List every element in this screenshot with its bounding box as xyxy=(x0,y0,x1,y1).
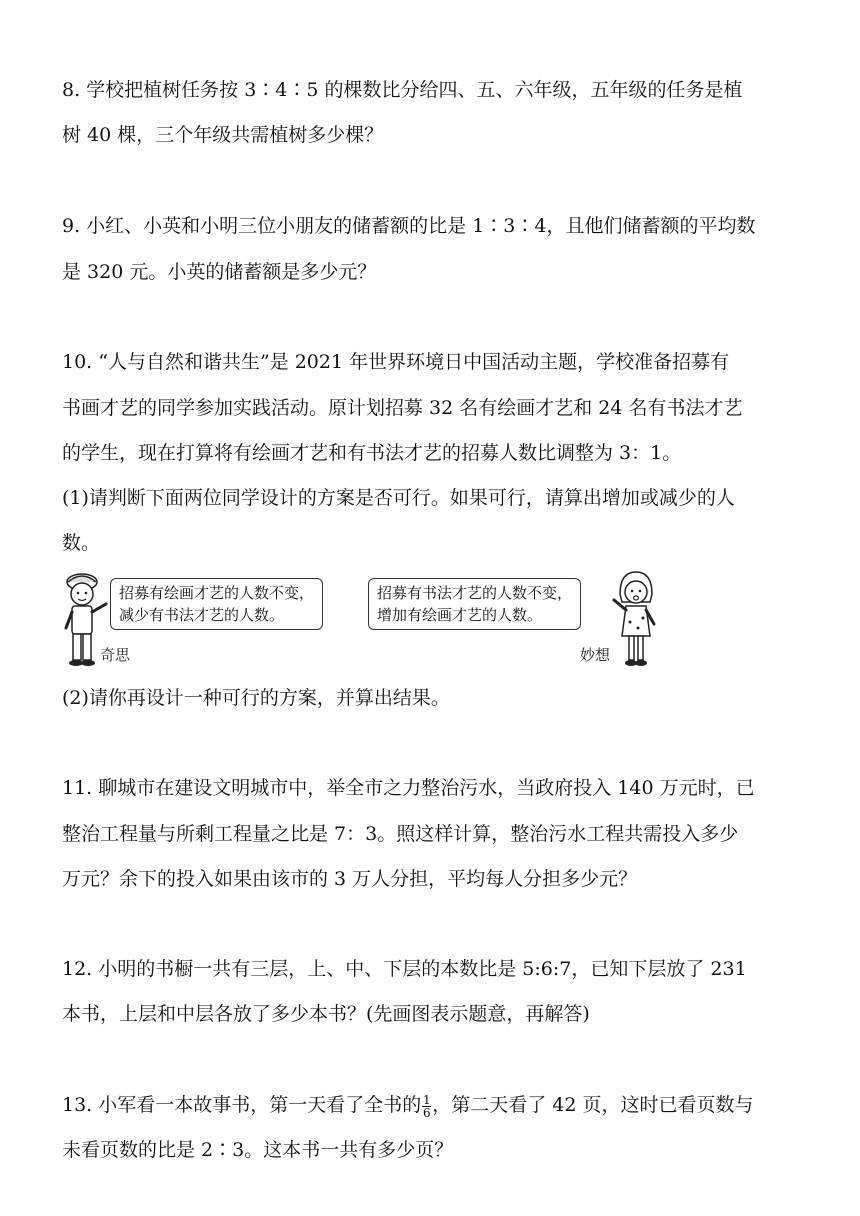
left-character-name: 奇思 xyxy=(100,646,131,664)
q13-line-2: 未看页数的比是 2∶3。这本书一共有多少页？ xyxy=(62,1139,454,1161)
right-bubble-line-1: 招募有书法才艺的人数不变， xyxy=(377,584,573,602)
q11-line-2: 整治工程量与所剩工程量之比是 7：3。照这样计算，整治污水工程共需投入多少 xyxy=(62,823,739,845)
q11-line-3: 万元？余下的投入如果由该市的 3 万人分担，平均每人分担多少元？ xyxy=(62,868,638,890)
right-bubble-line-2: 增加有绘画才艺的人数。 xyxy=(377,606,543,624)
fraction-one-sixth xyxy=(422,1094,431,1119)
left-bubble-line-2: 减少有书法才艺的人数。 xyxy=(119,606,285,624)
q13-line-1-end: ，第二天看了 42 页，这时已看页数与 xyxy=(432,1094,754,1116)
q10-sub2: (2)请你再设计一种可行的方案，并算出结果。 xyxy=(62,687,450,709)
dialogue-illustration xyxy=(60,566,660,670)
right-speech-bubble xyxy=(368,578,581,630)
q12-line-1: 12. 小明的书橱一共有三层，上、中、下层的本数比是 5:6:7，已知下层放了 231 xyxy=(62,958,747,980)
fraction-numerator: 1 xyxy=(422,1092,431,1107)
q10-line-3: 的学生，现在打算将有绘画才艺和有书法才艺的招募人数比调整为 3：1。 xyxy=(62,442,682,464)
fraction-denominator: 6 xyxy=(422,1105,431,1120)
q13-line-1-start: 13. 小军看一本故事书，第一天看了全书的 xyxy=(62,1094,422,1116)
right-character-name: 妙想 xyxy=(580,646,611,664)
girl-figure-icon xyxy=(610,566,660,670)
q11-line-1: 11. 聊城市在建设文明城市中，举全市之力整治污水，当政府投入 140 万元时，已 xyxy=(62,777,755,799)
left-speech-bubble xyxy=(110,578,323,630)
q8-line-1: 8. 学校把植树任务按 3∶4∶5 的棵数比分给四、五、六年级，五年级的任务是植 xyxy=(62,79,743,101)
q13-line-1 xyxy=(62,1093,754,1119)
left-bubble-line-1: 招募有绘画才艺的人数不变， xyxy=(119,584,315,602)
q8-line-2: 树 40 棵，三个年级共需植树多少棵？ xyxy=(62,124,384,146)
q10-line-1: 10. “人与自然和谐共生”是 2021 年世界环境日中国活动主题，学校准备招募有 xyxy=(62,351,730,373)
q10-sub1-line-1: (1)请判断下面两位同学设计的方案是否可行。如果可行，请算出增加或减少的人 xyxy=(62,487,735,509)
q9-line-1: 9. 小红、小英和小明三位小朋友的储蓄额的比是 1∶3∶4，且他们储蓄额的平均数 xyxy=(62,215,756,237)
q10-line-2: 书画才艺的同学参加实践活动。原计划招募 32 名有绘画才艺和 24 名有书法才艺 xyxy=(62,397,743,419)
q9-line-2: 是 320 元。小英的储蓄额是多少元？ xyxy=(62,261,377,283)
q12-line-2: 本书，上层和中层各放了多少本书？(先画图表示题意，再解答) xyxy=(62,1003,590,1025)
q10-sub1-line-2: 数。 xyxy=(62,532,101,554)
